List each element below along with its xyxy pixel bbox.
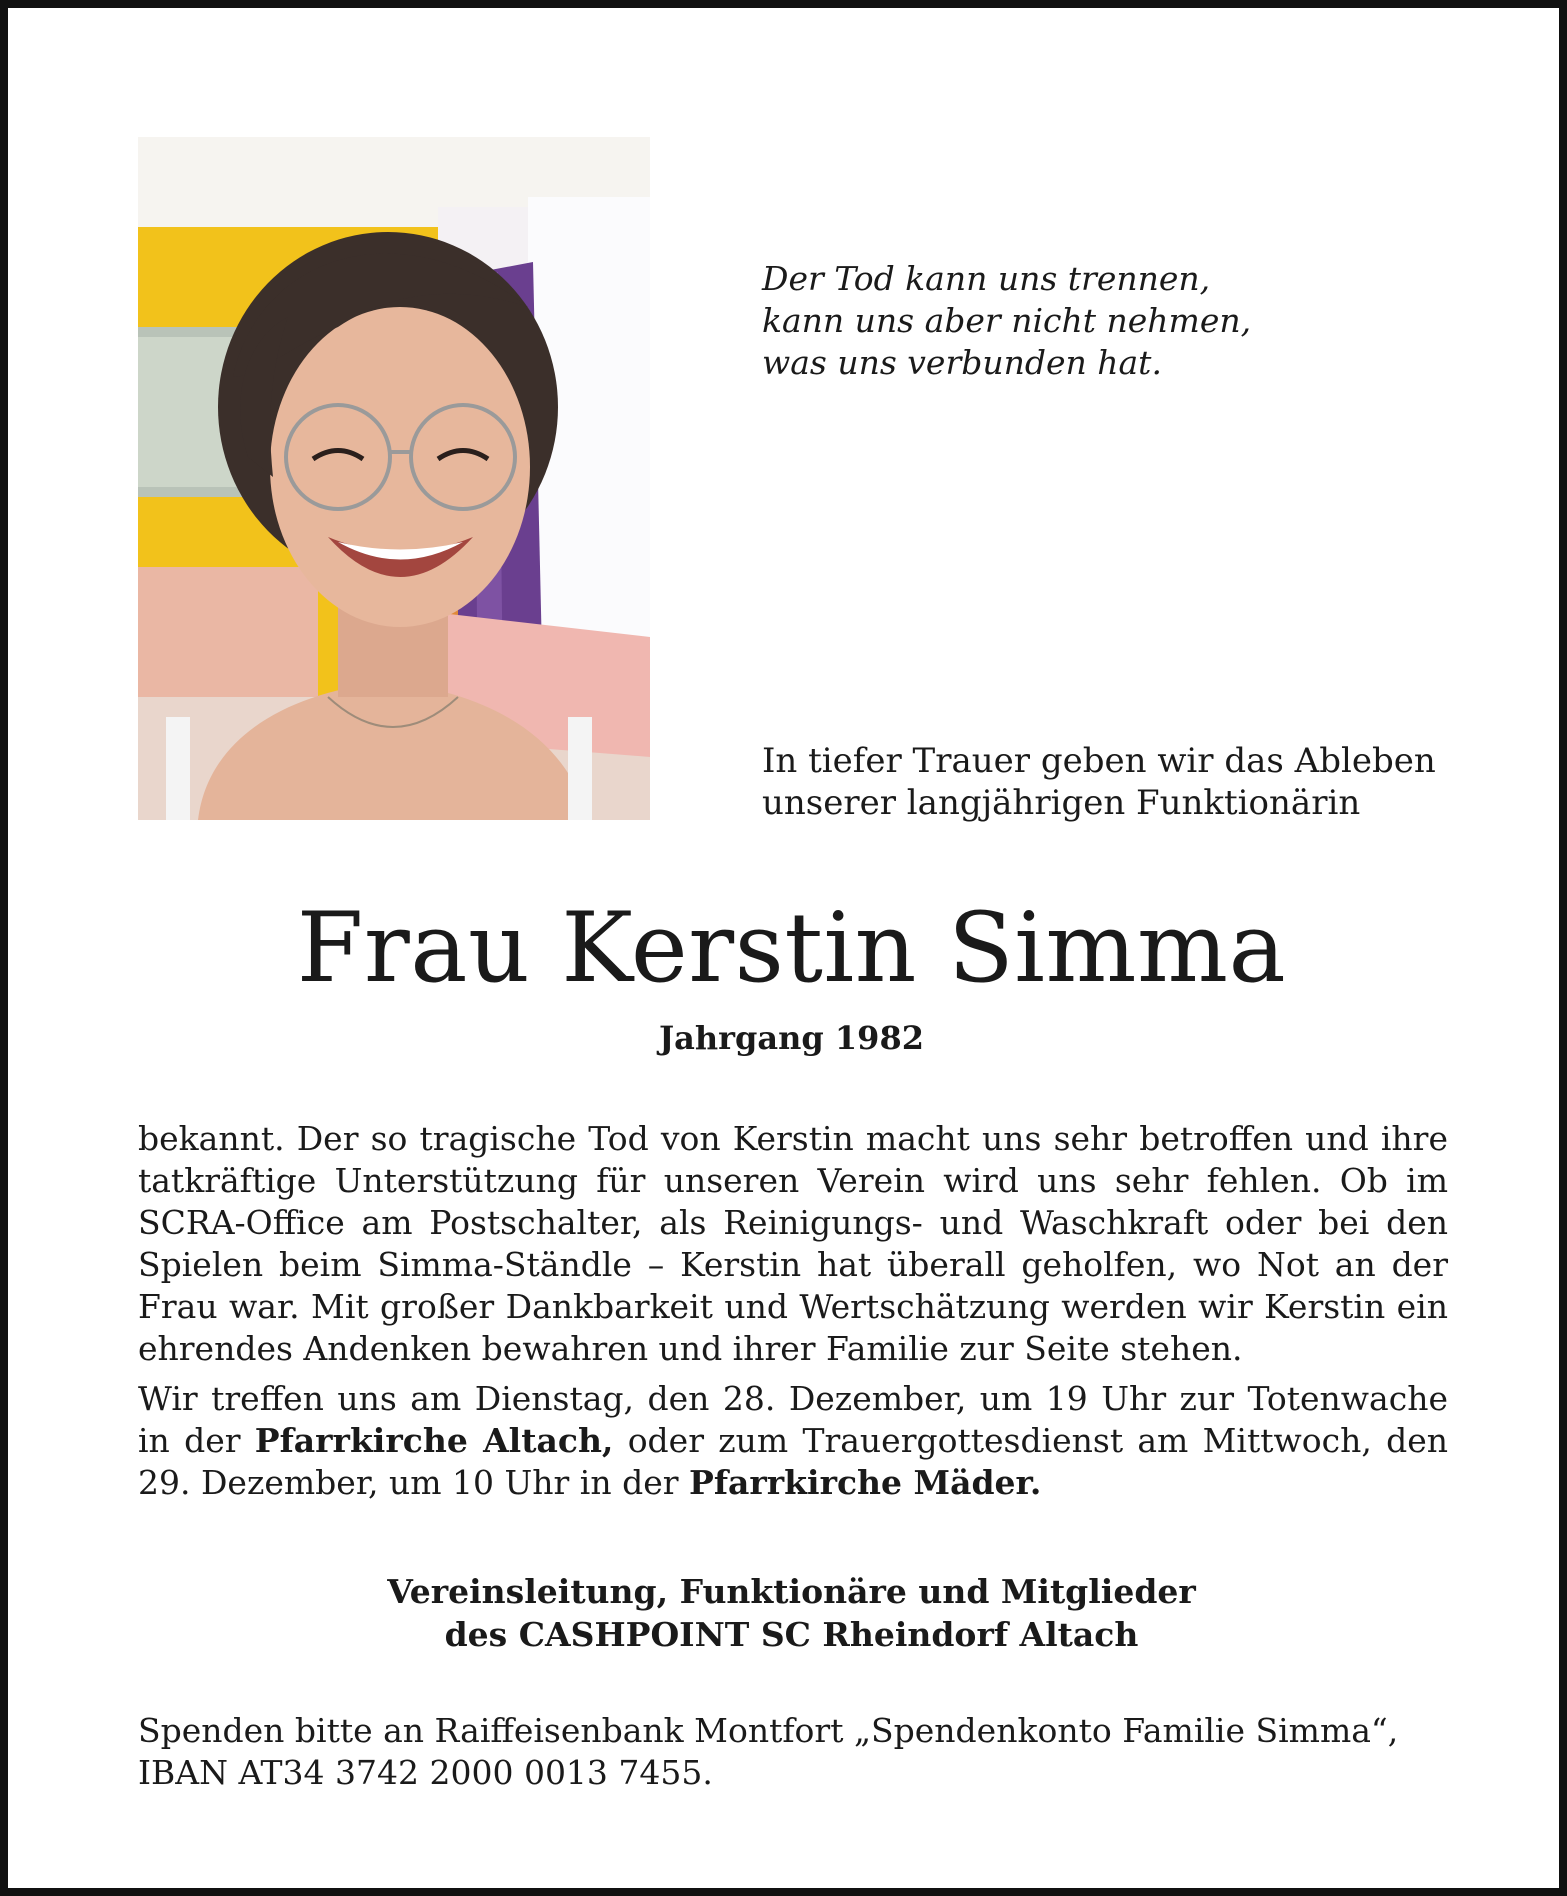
quote-line: was uns verbunden hat. <box>762 343 1162 382</box>
birth-year: Jahrgang 1982 <box>659 1019 924 1057</box>
intro-line: In tiefer Trauer geben wir das Ableben <box>762 741 1436 781</box>
church-altach: Pfarrkirche Altach, <box>254 1421 614 1460</box>
donation-note <box>138 1710 1458 1794</box>
portrait-photo <box>138 137 650 820</box>
donation-line: Spenden bitte an Raiffeisenbank Montfort „Spendenkonto Familie Simma“, <box>138 1711 1399 1750</box>
quote-line: Der Tod kann uns trennen, <box>762 259 1211 298</box>
memorial-quote <box>762 258 1442 384</box>
signature-line: des CASHPOINT SC Rheindorf Altach <box>444 1615 1139 1654</box>
ceremony-text: oder zum Trauergottesdienst am Mittwoch, den 29. Dezember, um 10 Uhr in der <box>138 1421 1448 1502</box>
portrait-illustration <box>138 137 650 820</box>
body-text <box>138 1118 1448 1504</box>
body-paragraph: bekannt. Der so tragische Tod von Kerstin macht uns sehr betroffen und ihre tatkräftige Unterstützung für unseren Verein wird uns sehr fehlen. Ob im SCRA-Office am Postschalter, als Reinigungs- und Waschkraft oder bei den Spielen beim Simma-Ständle – Kerstin hat überall geholfen, wo Not an der Frau war. Mit großer Dankbarkeit und Wertschätzung werden wir Kerstin ein ehrendes Andenken bewahren und ihrer Familie zur Seite stehen. <box>138 1119 1448 1368</box>
signature-line: Vereinsleitung, Funktionäre und Mitglieder <box>387 1572 1196 1611</box>
iban-line: IBAN AT34 3742 2000 0013 7455. <box>138 1753 713 1792</box>
deceased-name: Frau Kerstin Simma <box>296 892 1287 1004</box>
intro-line: unserer langjährigen Funktionärin <box>762 783 1361 823</box>
church-maeder: Pfarrkirche Mäder. <box>689 1463 1042 1502</box>
intro-text <box>762 740 1482 824</box>
ceremony-paragraph <box>138 1378 1448 1504</box>
signature <box>8 1570 1567 1656</box>
quote-line: kann uns aber nicht nehmen, <box>762 301 1252 340</box>
ceremony-text: Wir treffen uns am Dienstag, den 28. Dezember, um 19 Uhr zur Totenwache in der <box>138 1379 1448 1460</box>
